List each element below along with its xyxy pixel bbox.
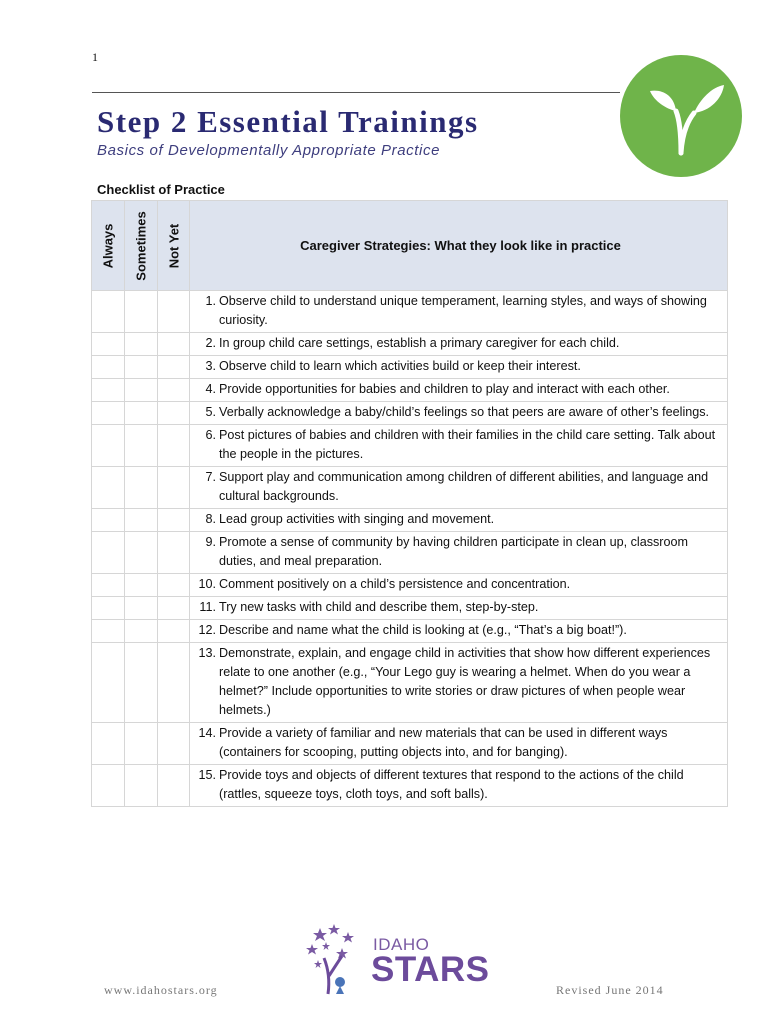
always-checkbox-cell[interactable]	[92, 425, 125, 467]
always-checkbox-cell[interactable]	[92, 402, 125, 425]
footer-website: www.idahostars.org	[104, 983, 218, 997]
column-header-label: Sometimes	[133, 210, 149, 281]
strategy-cell	[190, 620, 728, 643]
column-header-strategies: Caregiver Strategies: What they look like in practice	[190, 201, 728, 291]
table-row	[92, 291, 728, 333]
column-header-sometimes	[125, 201, 158, 291]
table-row	[92, 467, 728, 509]
strategy-cell	[190, 597, 728, 620]
sometimes-checkbox-cell[interactable]	[125, 379, 158, 402]
always-checkbox-cell[interactable]	[92, 509, 125, 532]
strategy-cell	[190, 643, 728, 723]
strategy-cell	[190, 574, 728, 597]
always-checkbox-cell[interactable]	[92, 333, 125, 356]
always-checkbox-cell[interactable]	[92, 356, 125, 379]
checklist-title: Checklist of Practice	[97, 182, 225, 197]
not-yet-checkbox-cell[interactable]	[158, 574, 190, 597]
sometimes-checkbox-cell[interactable]	[125, 291, 158, 333]
sometimes-checkbox-cell[interactable]	[125, 333, 158, 356]
item-number: 9.	[205, 535, 216, 549]
table-row	[92, 333, 728, 356]
not-yet-checkbox-cell[interactable]	[158, 723, 190, 765]
table-row	[92, 532, 728, 574]
not-yet-checkbox-cell[interactable]	[158, 597, 190, 620]
table-row	[92, 379, 728, 402]
strategy-cell	[190, 765, 728, 807]
strategy-cell	[190, 467, 728, 509]
item-number: 13.	[198, 646, 216, 660]
not-yet-checkbox-cell[interactable]	[158, 356, 190, 379]
column-header-label: Always	[100, 223, 116, 268]
strategy-cell	[190, 723, 728, 765]
always-checkbox-cell[interactable]	[92, 467, 125, 509]
strategy-cell	[190, 379, 728, 402]
not-yet-checkbox-cell[interactable]	[158, 291, 190, 333]
item-text: Promote a sense of community by having children participate in clean up, classroom duties, and meal preparation.	[219, 535, 689, 568]
not-yet-checkbox-cell[interactable]	[158, 467, 190, 509]
item-text: Support play and communication among children of different abilities, and language and cultural backgrounds.	[219, 470, 709, 503]
header-rule	[92, 92, 620, 93]
always-checkbox-cell[interactable]	[92, 643, 125, 723]
sometimes-checkbox-cell[interactable]	[125, 765, 158, 807]
always-checkbox-cell[interactable]	[92, 379, 125, 402]
sometimes-checkbox-cell[interactable]	[125, 597, 158, 620]
item-number: 14.	[198, 726, 216, 740]
sometimes-checkbox-cell[interactable]	[125, 402, 158, 425]
page-subtitle: Basics of Developmentally Appropriate Practice	[97, 142, 441, 159]
sometimes-checkbox-cell[interactable]	[125, 574, 158, 597]
strategy-cell	[190, 402, 728, 425]
sometimes-checkbox-cell[interactable]	[125, 509, 158, 532]
table-row	[92, 356, 728, 379]
item-number: 15.	[198, 768, 216, 782]
table-row	[92, 643, 728, 723]
item-text: Lead group activities with singing and movement.	[219, 512, 495, 526]
item-number: 6.	[205, 428, 216, 442]
not-yet-checkbox-cell[interactable]	[158, 402, 190, 425]
item-text: Provide opportunities for babies and children to play and interact with each other.	[219, 382, 670, 396]
table-header-row	[92, 201, 728, 291]
practice-checklist-table	[91, 200, 728, 807]
always-checkbox-cell[interactable]	[92, 723, 125, 765]
always-checkbox-cell[interactable]	[92, 532, 125, 574]
item-text: In group child care settings, establish a primary caregiver for each child.	[219, 336, 620, 350]
always-checkbox-cell[interactable]	[92, 291, 125, 333]
item-number: 4.	[205, 382, 216, 396]
not-yet-checkbox-cell[interactable]	[158, 333, 190, 356]
always-checkbox-cell[interactable]	[92, 620, 125, 643]
not-yet-checkbox-cell[interactable]	[158, 620, 190, 643]
table-row	[92, 723, 728, 765]
sometimes-checkbox-cell[interactable]	[125, 620, 158, 643]
item-number: 7.	[205, 470, 216, 484]
not-yet-checkbox-cell[interactable]	[158, 425, 190, 467]
page-title: Step 2 Essential Trainings	[97, 104, 479, 139]
strategy-cell	[190, 333, 728, 356]
sprout-icon	[620, 55, 742, 177]
item-text: Observe child to learn which activities build or keep their interest.	[219, 359, 581, 373]
item-text: Observe child to understand unique temperament, learning styles, and ways of showing curiosity.	[219, 294, 707, 327]
footer-revised-date: Revised June 2014	[556, 983, 664, 997]
column-header-always	[92, 201, 125, 291]
table-row	[92, 402, 728, 425]
item-text: Provide toys and objects of different textures that respond to the actions of the child (rattles, squeeze toys, cloth toys, and soft balls).	[219, 768, 684, 801]
item-text: Describe and name what the child is looking at (e.g., “That’s a big boat!”).	[219, 623, 627, 637]
sometimes-checkbox-cell[interactable]	[125, 467, 158, 509]
logo-stars-text: STARS	[371, 950, 490, 989]
table-row	[92, 765, 728, 807]
table-row	[92, 509, 728, 532]
page-number: 1	[92, 50, 98, 64]
column-header-not-yet	[158, 201, 190, 291]
not-yet-checkbox-cell[interactable]	[158, 379, 190, 402]
not-yet-checkbox-cell[interactable]	[158, 509, 190, 532]
item-number: 1.	[205, 294, 216, 308]
item-text: Provide a variety of familiar and new materials that can be used in different ways (containers for scooping, putting objects into, and for banging).	[219, 726, 668, 759]
table-row	[92, 620, 728, 643]
strategy-cell	[190, 291, 728, 333]
item-number: 12.	[198, 623, 216, 637]
sometimes-checkbox-cell[interactable]	[125, 425, 158, 467]
item-text: Post pictures of babies and children with their families in the child care setting. Talk about the people in the pictures.	[219, 428, 716, 461]
strategy-cell	[190, 425, 728, 467]
strategy-cell	[190, 509, 728, 532]
sometimes-checkbox-cell[interactable]	[125, 356, 158, 379]
table-row	[92, 425, 728, 467]
strategy-cell	[190, 356, 728, 379]
table-row	[92, 597, 728, 620]
sometimes-checkbox-cell[interactable]	[125, 532, 158, 574]
item-number: 10.	[198, 577, 216, 591]
always-checkbox-cell[interactable]	[92, 597, 125, 620]
item-number: 8.	[205, 512, 216, 526]
not-yet-checkbox-cell[interactable]	[158, 765, 190, 807]
not-yet-checkbox-cell[interactable]	[158, 643, 190, 723]
table-row	[92, 574, 728, 597]
item-number: 3.	[205, 359, 216, 373]
item-text: Verbally acknowledge a baby/child’s feelings so that peers are aware of other’s feelings.	[219, 405, 710, 419]
not-yet-checkbox-cell[interactable]	[158, 532, 190, 574]
sprout-logo	[620, 55, 742, 177]
sometimes-checkbox-cell[interactable]	[125, 723, 158, 765]
item-text: Demonstrate, explain, and engage child in activities that show how different experiences relate to one another (e.g., “Your Lego guy is wearing a helmet. When do you wear a helmet?” Include opportunities to write stories or draw pictures of when people wear helmets.)	[219, 646, 711, 717]
logo-idaho-text: IDAHO	[373, 935, 430, 954]
item-text: Try new tasks with child and describe them, step-by-step.	[219, 600, 539, 614]
always-checkbox-cell[interactable]	[92, 574, 125, 597]
item-number: 2.	[205, 336, 216, 350]
item-number: 5.	[205, 405, 216, 419]
item-text: Comment positively on a child’s persistence and concentration.	[219, 577, 571, 591]
item-number: 11.	[199, 600, 216, 614]
sometimes-checkbox-cell[interactable]	[125, 643, 158, 723]
always-checkbox-cell[interactable]	[92, 765, 125, 807]
column-header-label: Not Yet	[166, 223, 181, 268]
strategy-cell	[190, 532, 728, 574]
